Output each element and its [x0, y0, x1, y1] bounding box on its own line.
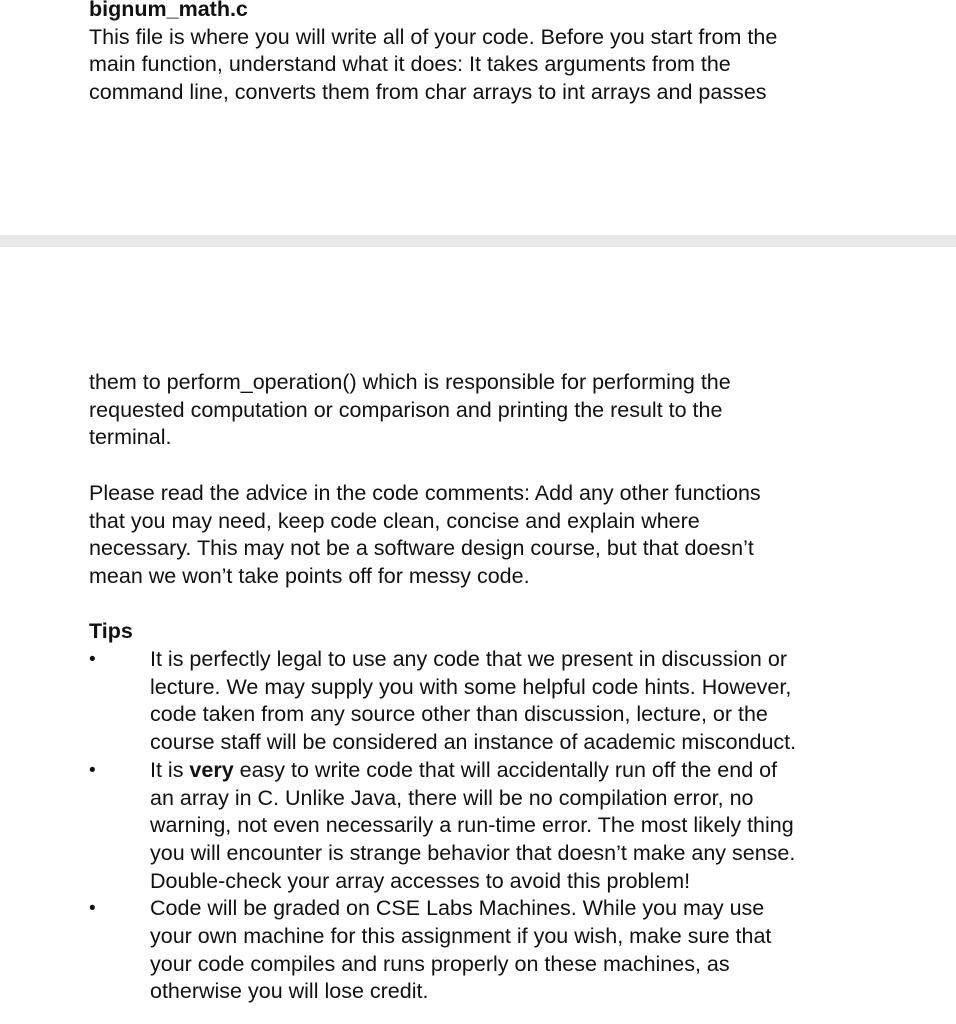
tip-line: lecture. We may supply you with some helpful code hints. However, [150, 674, 792, 699]
page-break-divider [0, 235, 956, 247]
bullet-icon: • [89, 898, 96, 920]
bullet-icon: • [89, 759, 96, 781]
tip-line: an array in C. Unlike Java, there will be no compilation error, no [150, 785, 754, 810]
advice-line: that you may need, keep code clean, concise and explain where [89, 508, 700, 533]
tip-item [89, 757, 879, 896]
tip-item [89, 895, 879, 1006]
tips-list [89, 646, 879, 1006]
tip-line: warning, not even necessarily a run-time error. The most likely thing [150, 813, 794, 838]
tip-line: your own machine for this assignment if you wish, make sure that [150, 924, 772, 949]
advice-line: necessary. This may not be a software design course, but that doesn’t [89, 536, 754, 561]
filename-heading: bignum_math.c [89, 0, 248, 21]
tip-line: otherwise you will lose credit. [150, 979, 429, 1004]
tip-line: Code will be graded on CSE Labs Machines. While you may use [150, 896, 765, 921]
paragraph-gap [89, 591, 879, 619]
intro-line: requested computation or comparison and printing the result to the [89, 397, 723, 422]
tip-line: your code compiles and runs properly on these machines, as [150, 951, 730, 976]
tip-line: you will encounter is strange behavior that doesn’t make any sense. [150, 840, 796, 865]
intro-line: command line, converts them from char arrays to int arrays and passes [89, 80, 767, 105]
tips-heading: Tips [89, 619, 133, 644]
tip-line: course staff will be considered an instance of academic misconduct. [150, 730, 797, 755]
tip-line: Double-check your array accesses to avoid this problem! [150, 868, 691, 893]
tip-line [150, 757, 879, 785]
bullet-icon: • [89, 649, 96, 670]
intro-line: main function, understand what it does: It takes arguments from the [89, 52, 731, 77]
advice-line: mean we won’t take points off for messy code. [89, 563, 530, 588]
advice-paragraph [89, 480, 879, 591]
intro-line: This file is where you will write all of your code. Before you start from the [89, 24, 778, 49]
tip-line: code taken from any source other than discussion, lecture, or the [150, 702, 768, 727]
tip-text: easy to write code that will accidentally run off the end of [233, 757, 778, 782]
paragraph-gap [89, 452, 879, 480]
page-bottom-fragment [89, 369, 879, 1006]
advice-line: Please read the advice in the code comments: Add any other functions [89, 480, 761, 505]
intro-line: terminal. [89, 425, 172, 450]
tip-item [89, 646, 879, 757]
intro-line: them to perform_operation() which is responsible for performing the [89, 370, 731, 394]
tip-text: It is [150, 757, 190, 782]
emphasis-text: very [189, 757, 234, 782]
page-top-fragment [89, 0, 879, 107]
tip-line: It is perfectly legal to use any code that we present in discussion or [150, 647, 787, 671]
